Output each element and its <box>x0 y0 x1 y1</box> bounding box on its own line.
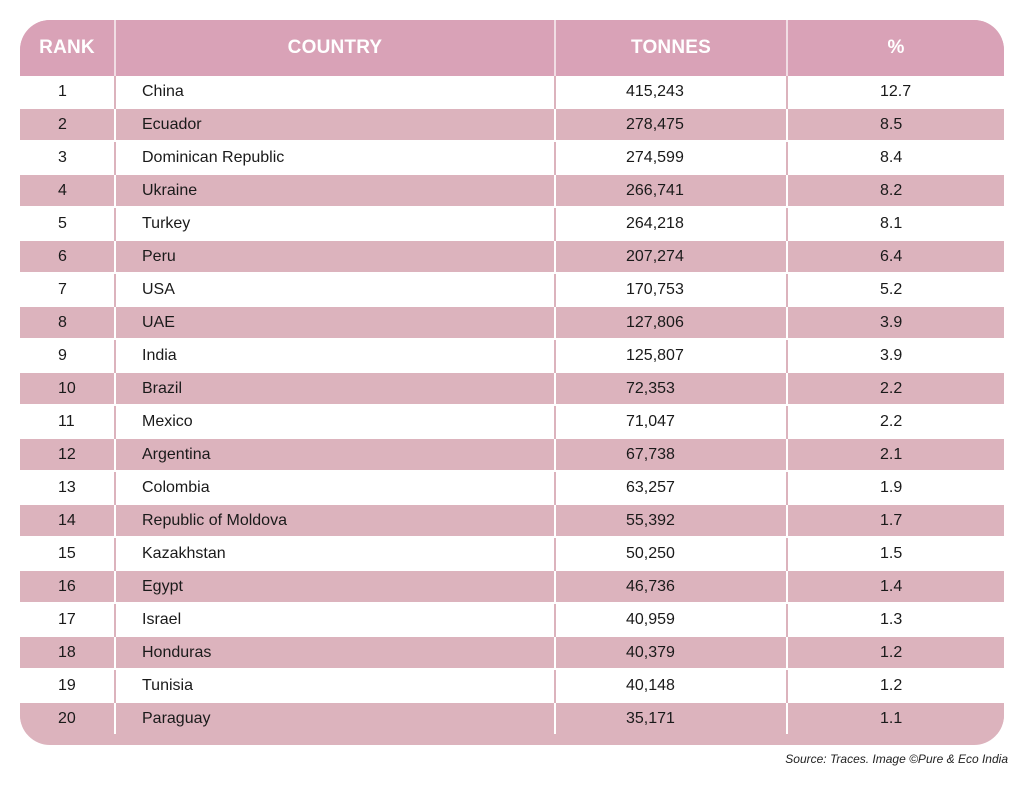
tonnes-cell: 40,379 <box>555 636 787 669</box>
country-cell: China <box>115 76 555 108</box>
percent-cell: 1.5 <box>787 537 1004 570</box>
table-row <box>20 108 1004 141</box>
table-body <box>20 76 1004 734</box>
tonnes-cell: 266,741 <box>555 174 787 207</box>
rank-cell: 19 <box>20 669 115 702</box>
percent-cell: 3.9 <box>787 306 1004 339</box>
rank-cell: 2 <box>20 108 115 141</box>
table-row <box>20 702 1004 734</box>
table-row <box>20 537 1004 570</box>
country-cell: Colombia <box>115 471 555 504</box>
rank-cell: 3 <box>20 141 115 174</box>
tonnes-cell: 264,218 <box>555 207 787 240</box>
tonnes-cell: 415,243 <box>555 76 787 108</box>
rank-cell: 10 <box>20 372 115 405</box>
country-cell: Peru <box>115 240 555 273</box>
country-cell: UAE <box>115 306 555 339</box>
table-row <box>20 471 1004 504</box>
tonnes-cell: 72,353 <box>555 372 787 405</box>
rank-cell: 6 <box>20 240 115 273</box>
table-row <box>20 570 1004 603</box>
header-tonnes: TONNES <box>555 20 787 76</box>
table-frame <box>20 20 1004 745</box>
percent-cell: 2.1 <box>787 438 1004 471</box>
country-cell: Mexico <box>115 405 555 438</box>
tonnes-cell: 35,171 <box>555 702 787 734</box>
rank-cell: 7 <box>20 273 115 306</box>
tonnes-cell: 125,807 <box>555 339 787 372</box>
tonnes-cell: 207,274 <box>555 240 787 273</box>
percent-cell: 6.4 <box>787 240 1004 273</box>
percent-cell: 8.5 <box>787 108 1004 141</box>
tonnes-cell: 40,148 <box>555 669 787 702</box>
rank-cell: 14 <box>20 504 115 537</box>
country-cell: Tunisia <box>115 669 555 702</box>
tonnes-cell: 278,475 <box>555 108 787 141</box>
tonnes-cell: 50,250 <box>555 537 787 570</box>
table-row <box>20 603 1004 636</box>
rank-cell: 1 <box>20 76 115 108</box>
percent-cell: 3.9 <box>787 339 1004 372</box>
country-cell: Republic of Moldova <box>115 504 555 537</box>
country-cell: India <box>115 339 555 372</box>
tonnes-cell: 40,959 <box>555 603 787 636</box>
table-row <box>20 174 1004 207</box>
rank-cell: 18 <box>20 636 115 669</box>
percent-cell: 2.2 <box>787 405 1004 438</box>
table-row <box>20 372 1004 405</box>
header-country: COUNTRY <box>115 20 555 76</box>
country-cell: Kazakhstan <box>115 537 555 570</box>
table-row <box>20 207 1004 240</box>
tonnes-cell: 170,753 <box>555 273 787 306</box>
table-row <box>20 306 1004 339</box>
rank-cell: 17 <box>20 603 115 636</box>
tonnes-cell: 46,736 <box>555 570 787 603</box>
country-cell: Egypt <box>115 570 555 603</box>
rank-cell: 12 <box>20 438 115 471</box>
country-cell: Paraguay <box>115 702 555 734</box>
country-cell: Ecuador <box>115 108 555 141</box>
table-row <box>20 636 1004 669</box>
rank-cell: 13 <box>20 471 115 504</box>
percent-cell: 8.1 <box>787 207 1004 240</box>
country-cell: USA <box>115 273 555 306</box>
rank-cell: 11 <box>20 405 115 438</box>
tonnes-cell: 63,257 <box>555 471 787 504</box>
rank-cell: 4 <box>20 174 115 207</box>
tonnes-cell: 274,599 <box>555 141 787 174</box>
table-row <box>20 240 1004 273</box>
percent-cell: 1.4 <box>787 570 1004 603</box>
tonnes-cell: 127,806 <box>555 306 787 339</box>
percent-cell: 1.7 <box>787 504 1004 537</box>
country-cell: Brazil <box>115 372 555 405</box>
rank-cell: 20 <box>20 702 115 734</box>
header-row <box>20 20 1004 76</box>
country-cell: Argentina <box>115 438 555 471</box>
table-row <box>20 669 1004 702</box>
ranking-table <box>20 20 1004 734</box>
rank-cell: 16 <box>20 570 115 603</box>
table-row <box>20 141 1004 174</box>
tonnes-cell: 55,392 <box>555 504 787 537</box>
table-row <box>20 339 1004 372</box>
percent-cell: 1.9 <box>787 471 1004 504</box>
tonnes-cell: 67,738 <box>555 438 787 471</box>
percent-cell: 1.3 <box>787 603 1004 636</box>
percent-cell: 1.2 <box>787 636 1004 669</box>
header-percent: % <box>787 20 1004 76</box>
rank-cell: 8 <box>20 306 115 339</box>
country-cell: Israel <box>115 603 555 636</box>
country-cell: Honduras <box>115 636 555 669</box>
rank-cell: 9 <box>20 339 115 372</box>
table-row <box>20 504 1004 537</box>
rank-cell: 5 <box>20 207 115 240</box>
table-row <box>20 76 1004 108</box>
table-row <box>20 273 1004 306</box>
table-row <box>20 405 1004 438</box>
table-row <box>20 438 1004 471</box>
tonnes-cell: 71,047 <box>555 405 787 438</box>
country-cell: Turkey <box>115 207 555 240</box>
country-cell: Ukraine <box>115 174 555 207</box>
percent-cell: 8.2 <box>787 174 1004 207</box>
percent-cell: 12.7 <box>787 76 1004 108</box>
rank-cell: 15 <box>20 537 115 570</box>
header-rank: RANK <box>20 20 115 76</box>
percent-cell: 1.1 <box>787 702 1004 734</box>
country-cell: Dominican Republic <box>115 141 555 174</box>
percent-cell: 1.2 <box>787 669 1004 702</box>
percent-cell: 5.2 <box>787 273 1004 306</box>
source-note: Source: Traces. Image ©Pure & Eco India <box>785 752 1008 766</box>
percent-cell: 2.2 <box>787 372 1004 405</box>
percent-cell: 8.4 <box>787 141 1004 174</box>
